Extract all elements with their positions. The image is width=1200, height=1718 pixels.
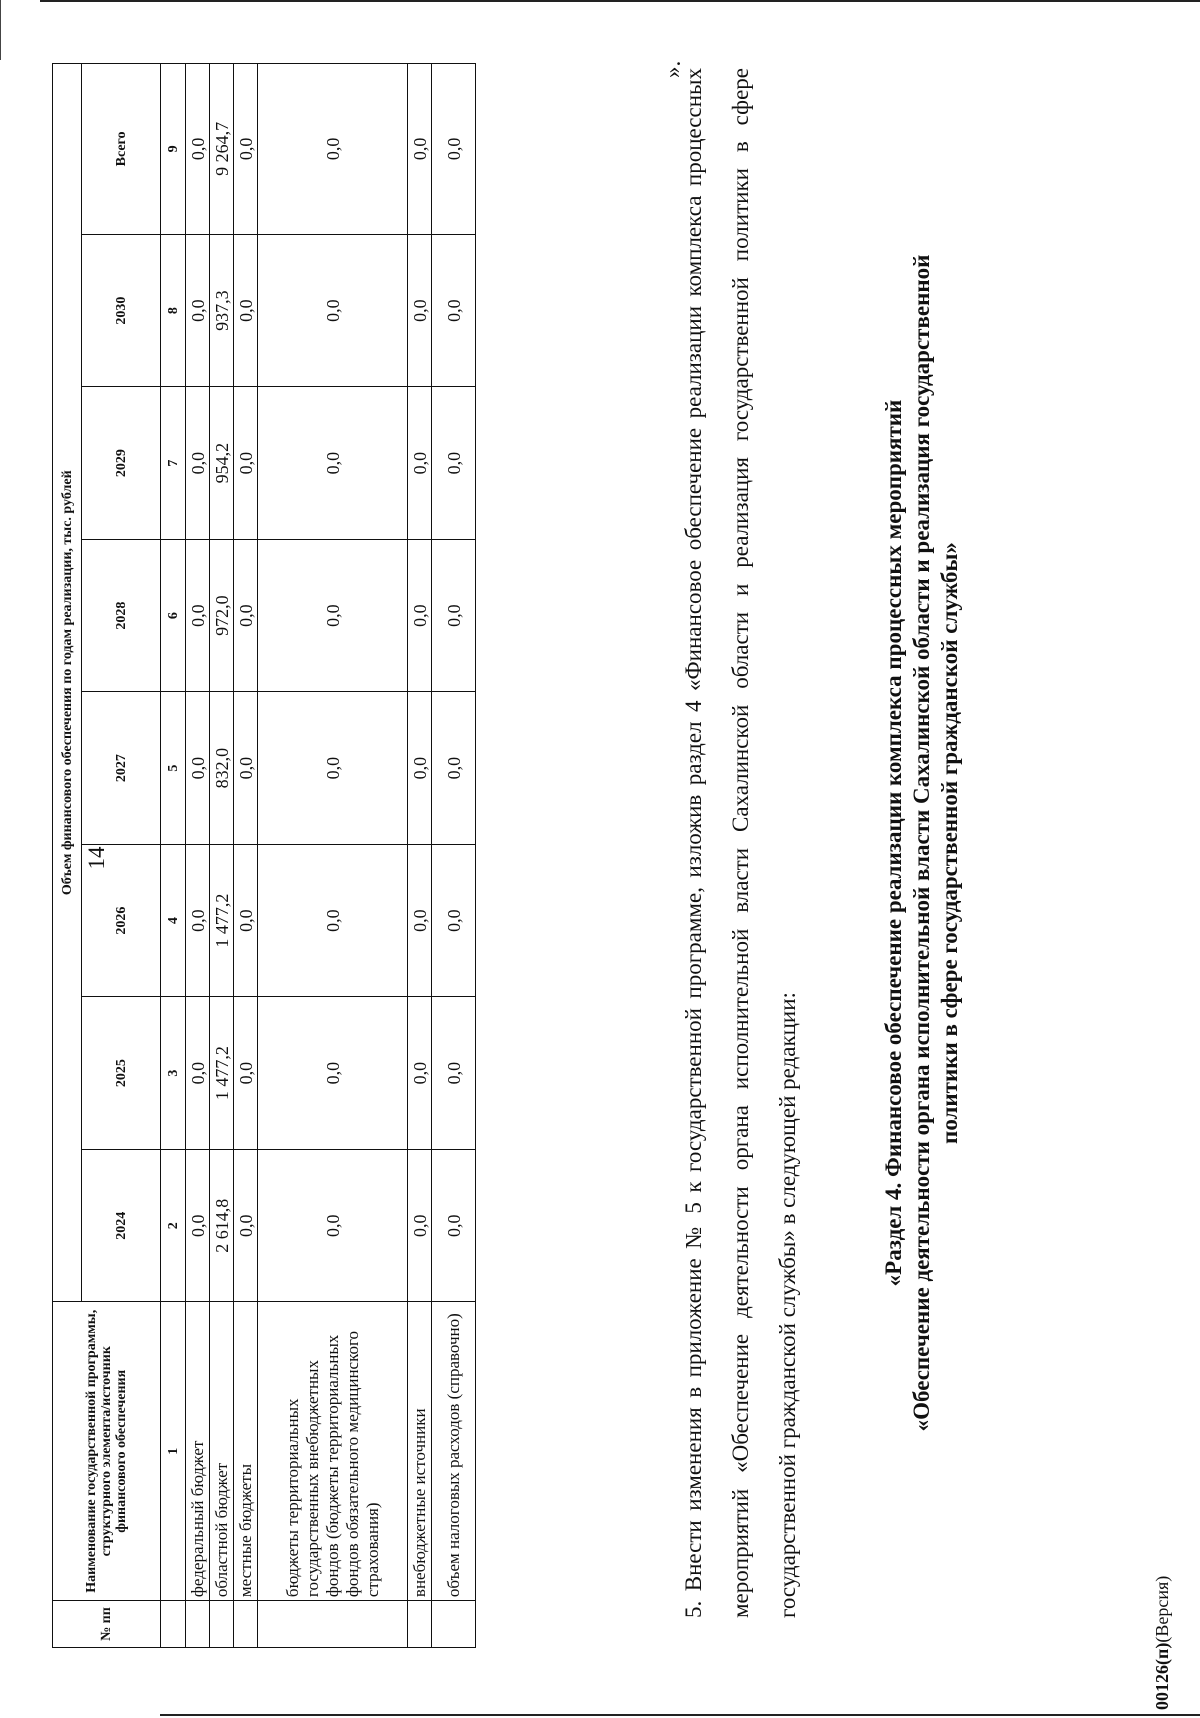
table-row [258,64,408,1648]
value-cell: 0,0 [408,692,432,845]
index-cell: 5 [161,692,186,845]
document-code: 00126(п) [1152,1642,1172,1710]
value-cell: 0,0 [186,387,210,540]
value-cell: 0,0 [258,387,408,540]
value-cell: 0,0 [186,692,210,845]
document-footer [1152,1576,1173,1710]
table-row [432,64,476,1648]
row-number-cell [186,1601,210,1648]
value-cell: 0,0 [186,539,210,692]
amendment-paragraph: 5. Внести изменения в приложение № 5 к государственной программе, изложив раздел 4 «Финансовое обеспечение реализации комплекса процессных мероприятий «Обеспечение деятельности органа исполнительной власти Сахалинской области и реализация государственной политики в сфере государственной гражданской службы» в следующей редакции: [681,68,800,1618]
col-header-year: 2027 [82,692,161,845]
index-cell: 9 [161,64,186,235]
value-cell: 0,0 [258,844,408,997]
value-cell: 0,0 [432,539,476,692]
value-cell: 0,0 [186,234,210,387]
value-cell: 1 477,2 [210,997,234,1150]
source-name-cell: федеральный бюджет [186,1302,210,1601]
col-header-year: 2029 [82,387,161,540]
value-cell: 0,0 [258,539,408,692]
source-name-cell: местные бюджеты [234,1302,258,1601]
row-number-cell [234,1601,258,1648]
index-cell: 8 [161,234,186,387]
value-cell: 2 614,8 [210,1149,234,1302]
source-name-cell: областной бюджет [210,1302,234,1601]
col-header-number: № пп [53,1601,161,1648]
value-cell: 0,0 [432,387,476,540]
value-cell: 0,0 [408,387,432,540]
value-cell: 0,0 [234,387,258,540]
value-cell: 0,0 [234,692,258,845]
column-index-row [161,64,186,1648]
financing-table [52,63,476,1648]
value-cell: 0,0 [186,1149,210,1302]
table-row [186,64,210,1648]
col-header-name: Наименование государственной программы, структурного элемента/источник финансового обеспечения [53,1302,161,1601]
table-row [234,64,258,1648]
value-cell: 0,0 [258,1149,408,1302]
col-header-group: Объем финансового обеспечения по годам реализации, тыс. рублей [53,64,82,1302]
index-cell: 6 [161,539,186,692]
value-cell: 0,0 [234,234,258,387]
col-header-year: 2028 [82,539,161,692]
section-title-line: «Обеспечение деятельности органа исполнительной власти Сахалинской области и реализация государственной [909,254,934,1432]
closing-quote: ». [660,60,685,78]
row-number-cell [408,1601,432,1648]
value-cell: 0,0 [432,844,476,997]
value-cell: 0,0 [186,844,210,997]
document-version: (Версия) [1152,1575,1172,1643]
index-cell: 4 [161,844,186,997]
col-header-year: 2030 [82,234,161,387]
value-cell: 0,0 [408,844,432,997]
table-row [408,64,432,1648]
value-cell: 0,0 [408,234,432,387]
value-cell: 0,0 [234,539,258,692]
value-cell: 0,0 [432,234,476,387]
value-cell: 0,0 [186,997,210,1150]
row-number-cell [210,1601,234,1648]
index-cell: 7 [161,387,186,540]
value-cell-total: 0,0 [432,64,476,235]
value-cell: 0,0 [432,997,476,1150]
value-cell: 0,0 [432,692,476,845]
value-cell: 1 477,2 [210,844,234,997]
col-header-year: 2026 [82,844,161,997]
value-cell-total: 0,0 [186,64,210,235]
section-title-line: «Раздел 4. Финансовое обеспечение реализации комплекса процессных мероприятий [881,399,906,1287]
value-cell: 972,0 [210,539,234,692]
value-cell: 832,0 [210,692,234,845]
source-name-cell: объем налоговых расходов (справочно) [432,1302,476,1601]
section-title-line: политики в сфере государственной гражданской службы» [937,542,962,1144]
col-header-year: 2024 [82,1149,161,1302]
section-title [880,108,964,1578]
index-cell: 1 [161,1302,186,1601]
col-header-year: 2025 [82,997,161,1150]
value-cell: 0,0 [432,1149,476,1302]
value-cell: 0,0 [408,539,432,692]
value-cell: 0,0 [234,844,258,997]
col-header-total: Всего [82,64,161,235]
value-cell-total: 0,0 [258,64,408,235]
value-cell: 0,0 [234,1149,258,1302]
source-name-cell: бюджеты территориальных государственных внебюджетных фондов (бюджеты территориальных фондов обязательного медицинского страхования) [258,1302,408,1601]
source-name-cell: внебюджетные источники [408,1302,432,1601]
value-cell-total: 0,0 [408,64,432,235]
row-number-cell [432,1601,476,1648]
value-cell: 0,0 [408,997,432,1150]
value-cell: 954,2 [210,387,234,540]
value-cell-total: 9 264,7 [210,64,234,235]
row-number-cell [258,1601,408,1648]
value-cell: 937,3 [210,234,234,387]
value-cell-total: 0,0 [234,64,258,235]
table-row [210,64,234,1648]
index-cell: 2 [161,1149,186,1302]
index-cell: 3 [161,997,186,1150]
value-cell: 0,0 [258,692,408,845]
value-cell: 0,0 [234,997,258,1150]
value-cell: 0,0 [258,234,408,387]
value-cell: 0,0 [408,1149,432,1302]
index-cell-empty [161,1601,186,1648]
page-number: 14 [84,846,109,870]
value-cell: 0,0 [258,997,408,1150]
header-row-group [53,64,82,1648]
